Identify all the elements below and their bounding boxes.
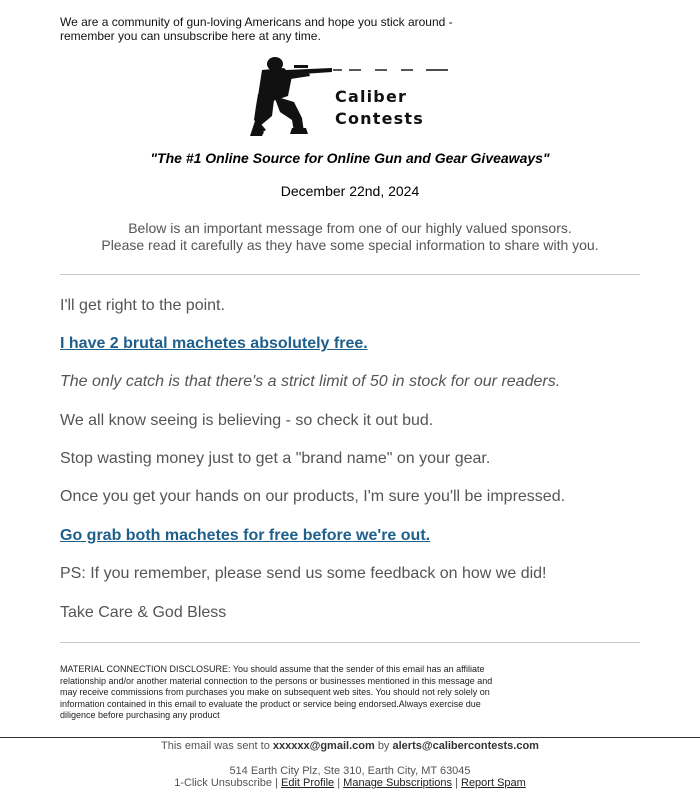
footer-separator: | xyxy=(455,777,458,789)
edit-profile-link[interactable]: Edit Profile xyxy=(280,777,335,789)
message-line-impressed: Once you get your hands on our products, I'm sure you'll be impressed. xyxy=(60,488,566,505)
intro-text: We are a community of gun-loving Americans and hope you stick around - remember you can unsubscribe here at any time. xyxy=(60,15,453,43)
divider-top xyxy=(60,274,640,275)
logo-wordmark-contests: Contests xyxy=(335,109,424,128)
footer-divider xyxy=(0,737,700,738)
sponsor-notice-line-2: Please read it carefully as they have some special information to share with you. xyxy=(101,237,599,253)
footer-links xyxy=(0,777,700,789)
footer-separator: | xyxy=(275,777,278,789)
mailing-address: 514 Earth City Plz, Ste 310, Earth City, MT 63045 xyxy=(229,765,471,777)
message-line-ps: PS: If you remember, please send us some feedback on how we did! xyxy=(60,565,547,582)
grab-machetes-link[interactable]: Go grab both machetes for free before we're out. xyxy=(60,527,431,544)
message-line-catch: The only catch is that there's a strict limit of 50 in stock for our readers. xyxy=(60,373,561,390)
sent-by-word: by xyxy=(377,740,390,752)
message-line-believing: We all know seeing is believing - so check it out bud. xyxy=(60,412,434,429)
machetes-offer-link[interactable]: I have 2 brutal machetes absolutely free. xyxy=(60,335,368,352)
sender-email: alerts@calibercontests.com xyxy=(392,740,539,752)
sponsor-notice xyxy=(0,220,700,254)
one-click-unsubscribe[interactable]: 1-Click Unsubscribe xyxy=(174,777,272,789)
issue-date: December 22nd, 2024 xyxy=(280,183,420,199)
message-line-opening: I'll get right to the point. xyxy=(60,297,225,314)
caliber-contests-logo[interactable] xyxy=(248,56,458,140)
divider-bottom xyxy=(60,642,640,643)
tagline: "The #1 Online Source for Online Gun and Gear Giveaways" xyxy=(150,150,550,166)
message-line-signoff: Take Care & God Bless xyxy=(60,604,227,621)
manage-subscriptions-link[interactable]: Manage Subscriptions xyxy=(343,777,453,789)
footer-separator: | xyxy=(337,777,341,789)
sent-to-notice xyxy=(0,740,700,752)
message-line-brand-name: Stop wasting money just to get a "brand name" on your gear. xyxy=(60,450,491,467)
sent-to-prefix: This email was sent to xyxy=(161,740,270,752)
logo-wordmark-caliber: Caliber xyxy=(335,87,408,106)
sponsor-notice-line-1: Below is an important message from one of our highly valued sponsors. xyxy=(128,220,572,236)
report-spam-link[interactable]: Report Spam xyxy=(461,777,526,789)
recipient-email: xxxxxx@gmail.com xyxy=(272,740,375,752)
material-connection-disclosure: MATERIAL CONNECTION DISCLOSURE: You should assume that the sender of this email has an affiliate relationship and/or another material connection to the persons or businesses mentioned in this message and may receive commissions from purchases you make on subsequent web sites. You should not rely solely on information contained in this email to evaluate the product or service being endorsed.Always exercise due diligence before purchasing any product xyxy=(60,664,493,720)
